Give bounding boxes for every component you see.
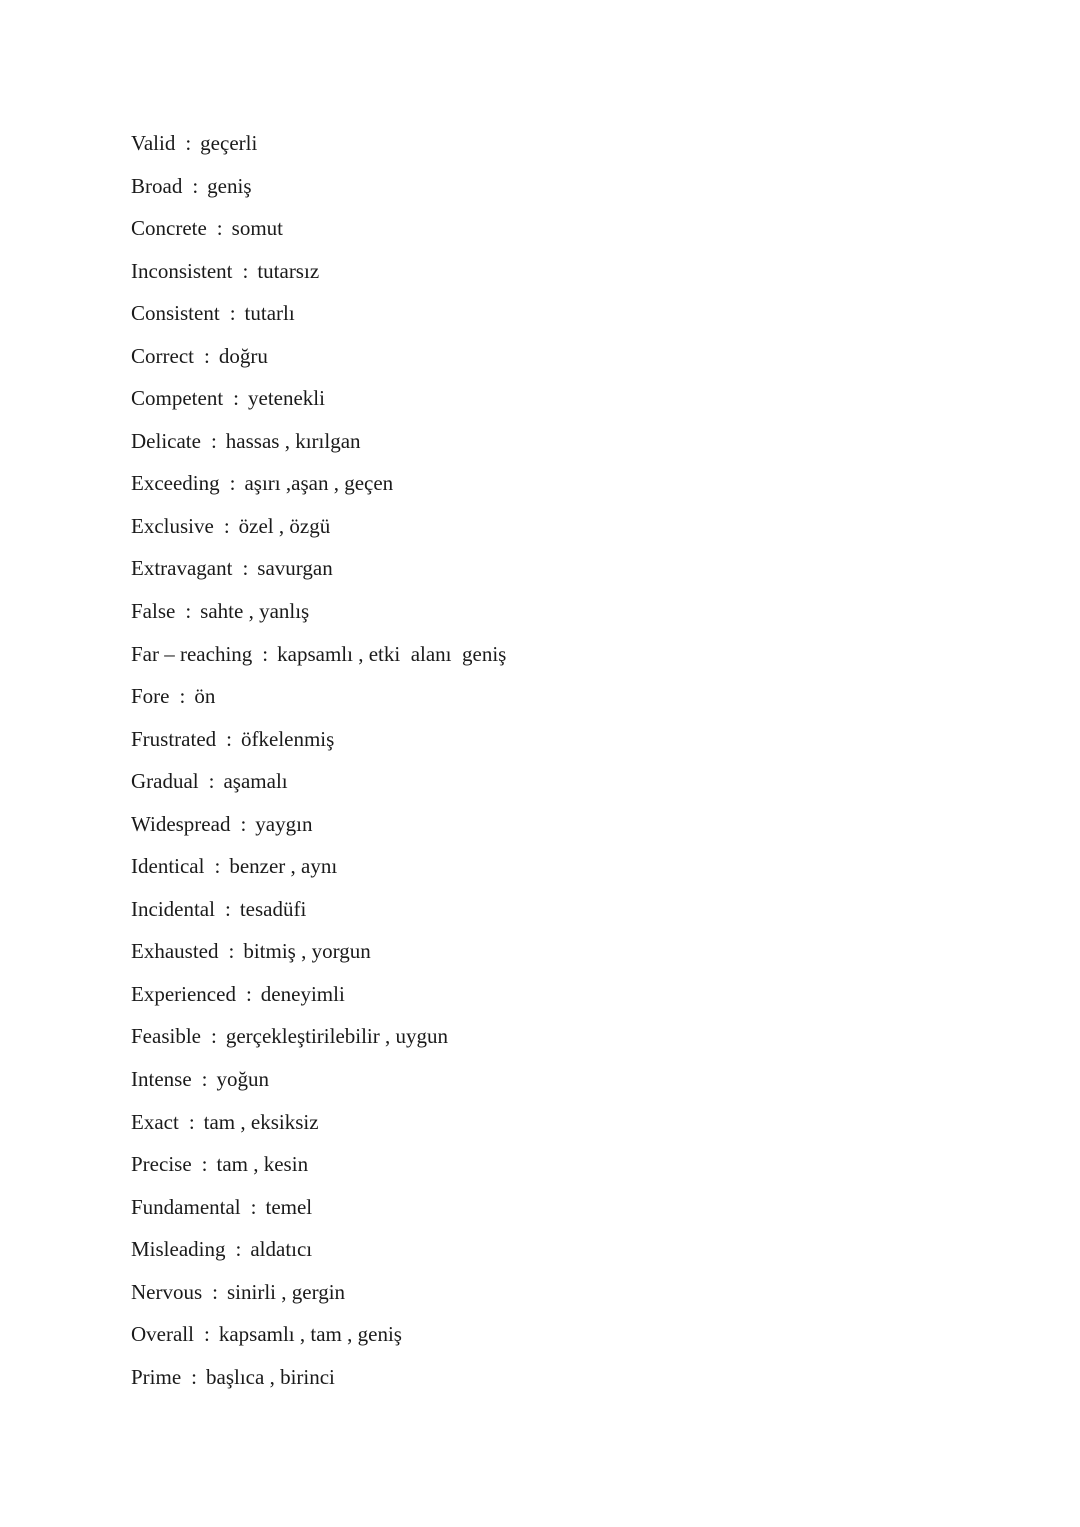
vocab-meaning: yetenekli — [248, 386, 325, 411]
vocab-separator: : — [216, 216, 223, 241]
vocab-term: Valid — [131, 131, 176, 155]
vocab-separator: : — [210, 1024, 217, 1049]
vocab-term: Frustrated — [131, 726, 217, 751]
vocab-term: Precise — [131, 1152, 192, 1177]
vocab-meaning: hassas , kırılgan — [225, 428, 361, 453]
vocab-term: Exact — [131, 1109, 179, 1134]
vocab-separator: : — [223, 513, 230, 538]
vocab-term: Extravagant — [131, 556, 233, 581]
vocab-meaning: başlıca , birinci — [206, 1364, 335, 1389]
vocab-meaning: kapsamlı , etki alanı geniş — [277, 641, 507, 666]
vocab-term: Consistent — [131, 301, 220, 326]
vocab-meaning: geniş — [207, 173, 252, 198]
vocab-meaning: savurgan — [257, 556, 333, 581]
vocab-entry — [131, 422, 506, 465]
vocab-entry — [131, 1103, 506, 1146]
vocab-meaning: tesadüfi — [239, 896, 307, 921]
vocab-separator: : — [208, 769, 215, 794]
vocab-meaning: kapsamlı , tam , geniş — [218, 1322, 402, 1347]
vocab-entry — [131, 635, 506, 678]
vocab-entry — [131, 847, 506, 890]
vocab-meaning: ön — [194, 684, 216, 709]
vocab-meaning: geçerli — [200, 131, 258, 155]
vocab-meaning: tam , kesin — [216, 1152, 309, 1177]
vocab-entry — [131, 890, 506, 933]
vocab-meaning: yoğun — [216, 1067, 269, 1092]
vocab-term: Experienced — [131, 981, 236, 1006]
vocab-entry — [131, 720, 506, 763]
vocab-meaning: aşırı ,aşan , geçen — [244, 471, 394, 496]
vocab-separator: : — [185, 599, 192, 624]
vocab-term: Incidental — [131, 896, 215, 921]
vocab-separator: : — [185, 131, 192, 155]
vocab-term: Gradual — [131, 769, 199, 794]
vocab-entry — [131, 805, 506, 848]
vocab-meaning: tutarsız — [257, 258, 320, 283]
vocab-entry — [131, 464, 506, 507]
vocab-entry — [131, 762, 506, 805]
vocab-entry — [131, 932, 506, 975]
vocab-separator: : — [214, 854, 221, 879]
vocab-term: Exclusive — [131, 513, 214, 538]
vocab-meaning: aşamalı — [223, 769, 288, 794]
vocab-separator: : — [226, 726, 232, 751]
vocab-entry — [131, 209, 506, 252]
vocab-meaning: gerçekleştirilebilir , uygun — [225, 1024, 449, 1049]
vocab-entry — [131, 337, 506, 380]
vocab-separator: : — [179, 684, 186, 709]
vocab-meaning: özel , özgü — [238, 513, 331, 538]
vocab-term: Prime — [131, 1364, 182, 1389]
vocab-meaning: tam , eksiksiz — [203, 1109, 319, 1134]
vocab-meaning: doğru — [218, 343, 268, 368]
vocab-meaning: temel — [265, 1194, 313, 1219]
vocab-entry — [131, 252, 506, 295]
vocab-term: Correct — [131, 343, 194, 368]
vocab-entry — [131, 379, 506, 422]
vocab-term: Fundamental — [131, 1194, 241, 1219]
vocab-meaning: sahte , yanlış — [200, 599, 310, 624]
vocab-term: Exhausted — [131, 939, 219, 964]
vocab-entry — [131, 294, 506, 337]
vocab-entry — [131, 1060, 506, 1103]
vocab-meaning: deneyimli — [260, 981, 345, 1006]
vocab-separator: : — [191, 1364, 198, 1389]
vocab-separator: : — [188, 1109, 195, 1134]
vocab-entry — [131, 592, 506, 635]
vocab-separator: : — [192, 173, 199, 198]
vocab-term: Inconsistent — [131, 258, 233, 283]
vocab-term: Intense — [131, 1067, 192, 1092]
vocab-entry — [131, 677, 506, 720]
vocab-entry — [131, 1273, 506, 1316]
vocab-term: Competent — [131, 386, 224, 411]
vocab-separator: : — [245, 981, 252, 1006]
vocab-entry — [131, 1230, 506, 1273]
vocab-separator: : — [210, 428, 217, 453]
vocab-meaning: bitmiş , yorgun — [243, 939, 371, 964]
vocab-separator: : — [201, 1067, 208, 1092]
vocab-term: Nervous — [131, 1279, 203, 1304]
vocab-separator: : — [224, 896, 231, 921]
vocab-separator: : — [229, 471, 236, 496]
vocab-separator: : — [201, 1152, 208, 1177]
vocab-entry — [131, 975, 506, 1018]
vocab-entry — [131, 507, 506, 550]
vocab-term: Misleading — [131, 1237, 226, 1262]
vocab-term: Broad — [131, 173, 183, 198]
vocab-meaning: aldatıcı — [250, 1237, 313, 1262]
vocab-term: Feasible — [131, 1024, 201, 1049]
vocab-entry — [131, 167, 506, 210]
vocab-meaning: somut — [231, 216, 283, 241]
vocab-separator: : — [228, 939, 235, 964]
vocab-meaning: tutarlı — [244, 301, 295, 326]
vocab-separator: : — [242, 258, 249, 283]
vocab-entry — [131, 1017, 506, 1060]
vocab-entry — [131, 1188, 506, 1231]
vocab-separator: : — [203, 343, 210, 368]
vocab-separator: : — [233, 386, 239, 411]
vocab-entry — [131, 549, 506, 592]
vocab-term: Overall — [131, 1322, 194, 1347]
vocab-separator: : — [203, 1322, 210, 1347]
vocab-term: False — [131, 599, 176, 624]
vocab-entry — [131, 124, 506, 167]
vocab-separator: : — [242, 556, 249, 581]
vocab-separator: : — [229, 301, 236, 326]
vocab-separator: : — [262, 641, 269, 666]
vocab-term: Fore — [131, 684, 170, 709]
vocabulary-list — [131, 124, 506, 1400]
vocab-term: Widespread — [131, 811, 231, 836]
vocab-entry — [131, 1145, 506, 1188]
vocab-separator: : — [235, 1237, 242, 1262]
vocab-meaning: benzer , aynı — [229, 854, 338, 879]
vocab-separator: : — [240, 811, 247, 836]
vocab-meaning: sinirli , gergin — [227, 1279, 346, 1304]
vocab-separator: : — [250, 1194, 257, 1219]
vocab-term: Identical — [131, 854, 205, 879]
vocab-term: Far – reaching — [131, 641, 253, 666]
vocab-entry — [131, 1358, 506, 1401]
vocab-meaning: yaygın — [255, 811, 313, 836]
vocab-term: Delicate — [131, 428, 201, 453]
vocab-separator: : — [212, 1279, 218, 1304]
vocab-term: Concrete — [131, 216, 207, 241]
vocab-term: Exceeding — [131, 471, 220, 496]
vocab-meaning: öfkelenmiş — [241, 726, 335, 751]
vocab-entry — [131, 1315, 506, 1358]
